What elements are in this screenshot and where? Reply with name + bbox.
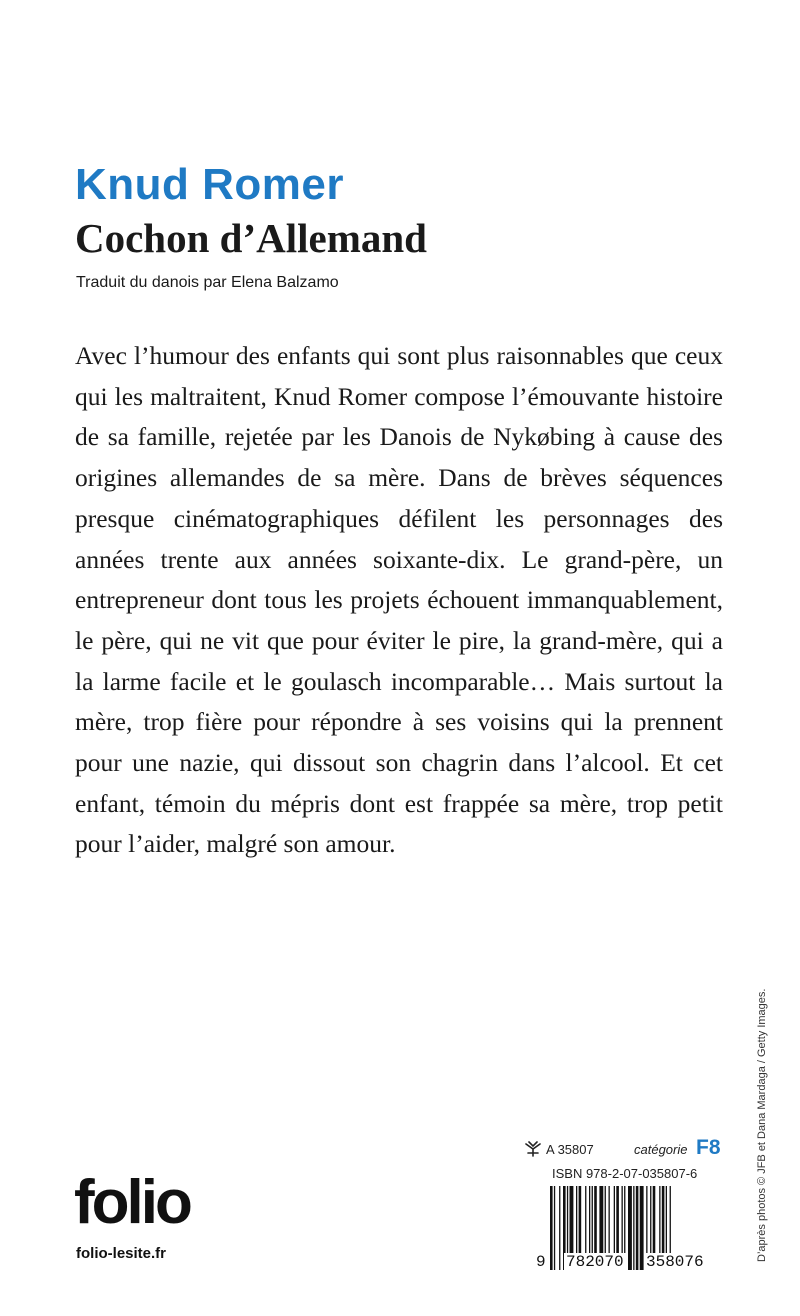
isbn: ISBN 978-2-07-035807-6 (552, 1166, 698, 1181)
article-number: A 35807 (546, 1142, 594, 1157)
barcode-digit-first: 9 (536, 1253, 546, 1271)
translator-credit: Traduit du danois par Elena Balzamo (76, 274, 339, 291)
barcode-digits (536, 1253, 726, 1271)
author-name: Knud Romer (75, 160, 344, 209)
publisher-url: folio-lesite.fr (76, 1245, 167, 1262)
barcode-digit-group1: 782070 (566, 1253, 624, 1271)
folio-logo: folio (74, 1168, 190, 1237)
category-code: F8 (696, 1136, 721, 1159)
back-cover-blurb: Avec l’humour des enfants qui sont plus raisonnables que ceux qui les maltraitent, Knud Romer compose l’émouvante histoire de sa famille, rejetée par les Danois de Nykøbing à cause des origines allemandes de sa mère. Dans de brèves séquences presque cinématographiques défilent les personnages des années trente aux années soixante-dix. Le grand-père, un entrepreneur dont tous les projets échouent immanquablement, le père, qui ne vit que pour éviter le pire, la grand-mère, qui a la larme facile et le goulasch incomparable… Mais surtout la mère, trop fière pour répondre à ses voisins qui la prennent pour une nazie, qui dissout son chagrin dans l’alcool. Et cet enfant, témoin du mépris dont est frappée sa mère, trop petit pour l’aider, malgré son amour. (75, 341, 723, 859)
photo-credit: D’après photos © JFB et Dana Mardaga / Getty Images. (756, 988, 768, 1262)
book-title: Cochon d’Allemand (75, 215, 427, 261)
article-code-row (524, 1136, 724, 1162)
category-label: catégorie (634, 1142, 688, 1157)
barcode-digit-group2: 358076 (646, 1253, 704, 1271)
gallimard-seal-icon (524, 1140, 542, 1158)
